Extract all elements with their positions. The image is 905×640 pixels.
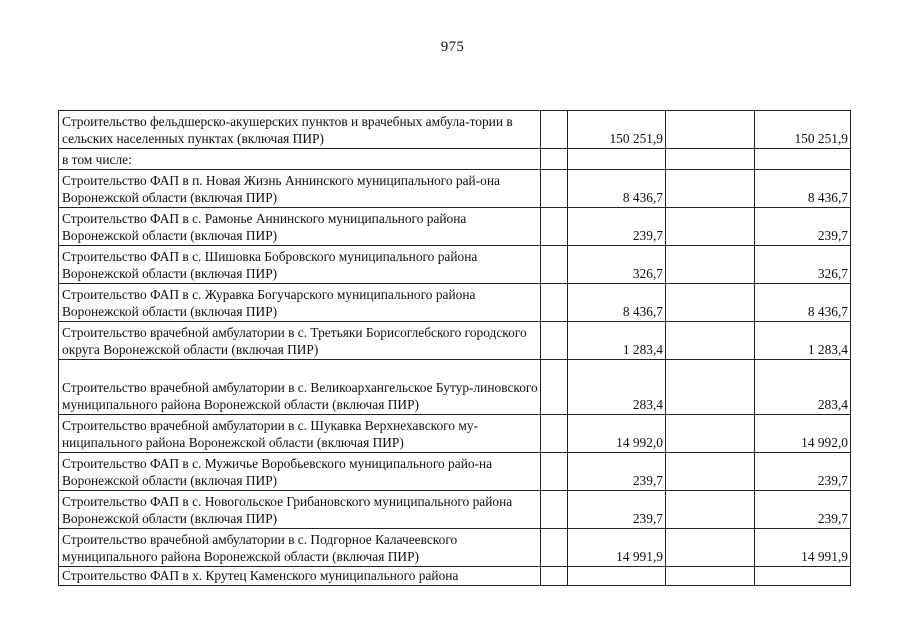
row-value-b: 14 992,0 [568, 415, 666, 453]
row-value-b: 150 251,9 [568, 111, 666, 149]
empty-cell [666, 246, 755, 284]
row-value-d [755, 149, 851, 170]
empty-cell [541, 111, 568, 149]
empty-cell [541, 453, 568, 491]
row-value-d: 239,7 [755, 208, 851, 246]
table-row [59, 453, 851, 491]
row-name: Строительство врачебной амбулатории в с. Подгорное Калачеевского муниципального района Воронежской области (включая ПИР) [59, 529, 541, 567]
row-value-d [755, 567, 851, 586]
empty-cell [541, 491, 568, 529]
empty-cell [541, 322, 568, 360]
row-name: Строительство врачебной амбулатории в с. Третьяки Борисоглебского городского округа Воронежской области (включая ПИР) [59, 322, 541, 360]
row-name: Строительство фельдшерско-акушерских пунктов и врачебных амбула-тории в сельских населенных пунктах (включая ПИР) [59, 111, 541, 149]
row-name: Строительство врачебной амбулатории в с. Великоархангельское Бутур-линовского муниципального района Воронежской области (включая ПИР) [59, 360, 541, 415]
row-name: Строительство ФАП в п. Новая Жизнь Аннинского муниципального рай-она Воронежской области (включая ПИР) [59, 170, 541, 208]
table-row [59, 208, 851, 246]
empty-cell [666, 491, 755, 529]
row-value-d: 283,4 [755, 360, 851, 415]
empty-cell [666, 170, 755, 208]
row-value-b: 239,7 [568, 453, 666, 491]
row-value-b: 239,7 [568, 491, 666, 529]
empty-cell [541, 170, 568, 208]
row-name: Строительство ФАП в с. Мужичье Воробьевского муниципального райо-на Воронежской области (включая ПИР) [59, 453, 541, 491]
row-value-b: 239,7 [568, 208, 666, 246]
empty-cell [541, 529, 568, 567]
row-name: в том числе: [59, 149, 541, 170]
empty-cell [541, 246, 568, 284]
empty-cell [541, 567, 568, 586]
table-row [59, 246, 851, 284]
row-value-b: 14 991,9 [568, 529, 666, 567]
row-value-d: 8 436,7 [755, 170, 851, 208]
page-number: 975 [440, 39, 465, 55]
row-value-b: 283,4 [568, 360, 666, 415]
table-row [59, 415, 851, 453]
row-name: Строительство ФАП в с. Журавка Богучарского муниципального района Воронежской области (включая ПИР) [59, 284, 541, 322]
row-value-d: 8 436,7 [755, 284, 851, 322]
table-row [59, 149, 851, 170]
empty-cell [666, 208, 755, 246]
row-name: Строительство ФАП в с. Рамонье Аннинского муниципального района Воронежской области (включая ПИР) [59, 208, 541, 246]
empty-cell [666, 322, 755, 360]
row-value-d: 14 992,0 [755, 415, 851, 453]
row-value-d: 14 991,9 [755, 529, 851, 567]
empty-cell [666, 415, 755, 453]
table-row [59, 360, 851, 415]
row-value-b [568, 149, 666, 170]
empty-cell [541, 415, 568, 453]
empty-cell [666, 149, 755, 170]
empty-cell [541, 208, 568, 246]
table-row [59, 529, 851, 567]
table-row [59, 322, 851, 360]
empty-cell [666, 360, 755, 415]
row-value-b: 8 436,7 [568, 284, 666, 322]
table-row [59, 111, 851, 149]
row-value-b: 8 436,7 [568, 170, 666, 208]
empty-cell [541, 360, 568, 415]
empty-cell [666, 284, 755, 322]
row-value-d: 150 251,9 [755, 111, 851, 149]
row-value-d: 326,7 [755, 246, 851, 284]
row-name: Строительство ФАП в с. Шишовка Бобровского муниципального района Воронежской области (включая ПИР) [59, 246, 541, 284]
empty-cell [541, 149, 568, 170]
table-row [59, 284, 851, 322]
row-name: Строительство ФАП в х. Крутец Каменского муниципального района [59, 567, 541, 586]
empty-cell [666, 111, 755, 149]
row-value-b: 326,7 [568, 246, 666, 284]
row-value-b [568, 567, 666, 586]
row-value-d: 239,7 [755, 491, 851, 529]
row-value-d: 1 283,4 [755, 322, 851, 360]
row-value-d: 239,7 [755, 453, 851, 491]
table-row [59, 170, 851, 208]
empty-cell [666, 529, 755, 567]
row-name: Строительство ФАП в с. Новогольское Грибановского муниципального района Воронежской области (включая ПИР) [59, 491, 541, 529]
empty-cell [666, 453, 755, 491]
row-name: Строительство врачебной амбулатории в с. Шукавка Верхнехавского му-ниципального района Воронежской области (включая ПИР) [59, 415, 541, 453]
empty-cell [541, 284, 568, 322]
table-row [59, 491, 851, 529]
table-row [59, 567, 851, 586]
empty-cell [666, 567, 755, 586]
budget-table [58, 110, 851, 586]
row-value-b: 1 283,4 [568, 322, 666, 360]
